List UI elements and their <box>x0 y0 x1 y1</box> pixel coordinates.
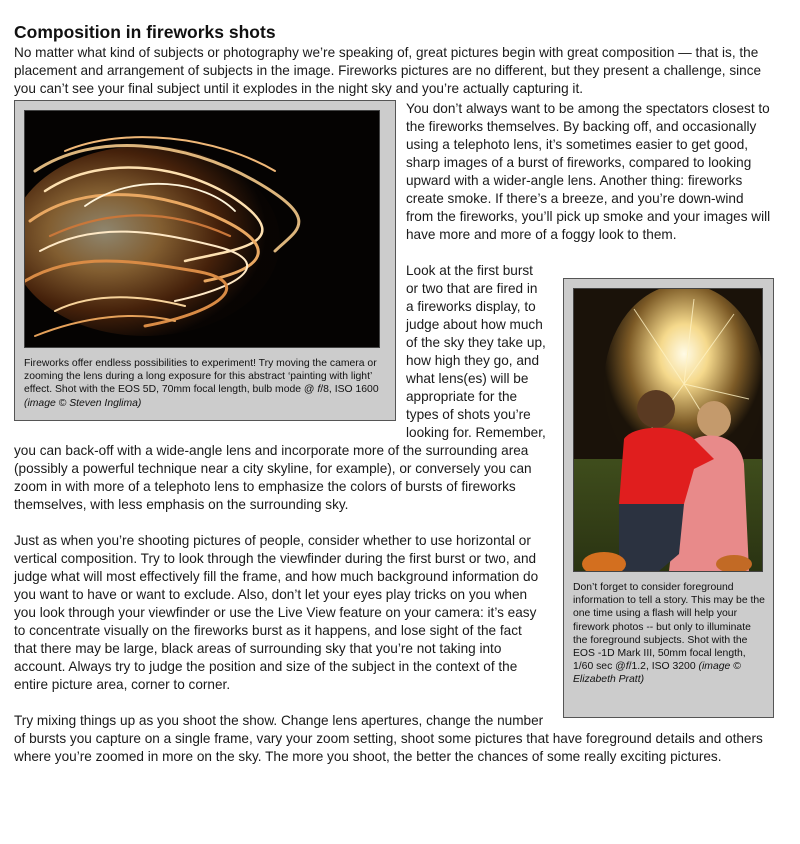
paragraph-mixing <box>14 712 774 766</box>
children-fireworks-photo <box>573 288 763 572</box>
para4-text: Just as when you’re shooting pictures of people, consider whether to use horizontal or vertical composition. Try to look through the viewfinder during the first burst or two, and judge what will most effectively fill the frame, and how much background information do you want to have or want to exclude. Also, don’t let your eyes play tricks on you when you look through your viewfinder or use the Live View feature on your camera: it’s easy to concentrate visually on the fireworks burst as it happens, and lose sight of the fact that there may be large, black areas of surrounding sky that you’re not taking into account. Always try to judge the position and size of the subject in the context of the entire picture area, corner to corner. <box>14 533 539 692</box>
para3-text: Look at the first burst or two that are fired in a fireworks display, to judge about how much of the sky they take up, how high they go, and what lens(es) will be appropriate for the types of shots you’re looking for. Remember, you can back-off with a wide-angle lens and incorporate more of the surrounding area (possibly a powerful technique near a city skyline, for example), or conversely you can zoom in with more of a telephoto lens to emphasize the colors of bursts of fireworks themselves, with less emphasis on the surrounding sky. <box>14 263 546 512</box>
caption-text-rest: /8, ISO 1600 <box>320 384 379 396</box>
paragraph-composition <box>14 532 549 694</box>
intro-text: No matter what kind of subjects or photography we’re speaking of, great pictures begin with great composition — that is, the placement and arrangement of subjects in the image. Fireworks pictures are no different, but they present a challenge, since you can’t see your final subject until it explodes in the night sky and you’re actually capturing it. <box>14 45 762 96</box>
caption-text: Don’t forget to consider foreground information to tell a story. This may be the one time using a flash will help your firework photos -- but only to illuminate the foreground subjects. Shot with the EOS -1D Mark III, 50mm focal length, 1/60 sec @ <box>573 582 765 673</box>
article-body <box>14 44 774 766</box>
image-credit: (image © Elizabeth Pratt) <box>573 661 741 686</box>
figure-children-fireworks <box>563 278 774 718</box>
caption-aperture-f: f <box>625 661 629 673</box>
light-painting-photo <box>24 110 380 348</box>
caption-text: Fireworks offer endless possibilities to experiment! Try moving the camera or zooming the lens during a long exposure for this abstract ‘painting with light’ effect. Shot with the EOS 5D, 70mm focal length, bulb mode @ <box>24 358 377 396</box>
para5-text: Try mixing things up as you shoot the show. Change lens apertures, change the number of bursts you capture on a single frame, vary your zoom setting, shoot some pictures that have foreground details and others where you’re zoomed in more on the sky. The more you shoot, the better the chances of some really exciting pictures. <box>14 713 763 764</box>
figure-children-fireworks-caption <box>573 581 765 687</box>
paragraph-intro <box>14 44 774 98</box>
image-credit: (image © Steven Inglima) <box>24 397 142 409</box>
article-title: Composition in fireworks shots <box>14 22 276 42</box>
caption-aperture-f: f <box>317 384 321 396</box>
figure-light-painting <box>14 100 396 421</box>
caption-text-rest: /1.2, ISO 3200 <box>628 661 699 673</box>
figure-light-painting-caption <box>24 357 387 410</box>
para2-text: You don’t always want to be among the spectators closest to the fireworks themselves. By backing off, and occasionally using a telephoto lens, it’s sometimes easier to get good, sharp images of a burst of fireworks, compared to looking upward with a wider-angle lens. Another thing: fireworks create smoke. If there’s a breeze, and you’re down-wind from the fireworks, you’ll pick up smoke and your images will have more and more of a foggy look to them. <box>406 101 771 242</box>
